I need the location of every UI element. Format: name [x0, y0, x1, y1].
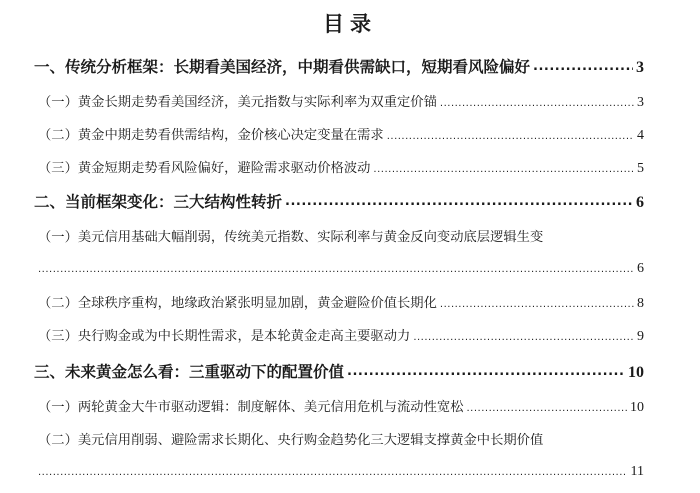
- toc-entry-text: 一、传统分析框架：长期看美国经济，中期看供需缺口，短期看风险偏好: [34, 58, 531, 76]
- toc-entry-3-1[interactable]: [0, 396, 700, 416]
- dot-leader: [38, 259, 633, 272]
- page-title: 目录: [323, 12, 377, 36]
- dot-leader: [467, 398, 628, 411]
- toc-page-number: 3: [636, 59, 644, 76]
- toc-page-number: 6: [636, 194, 644, 211]
- toc-entry-section-1[interactable]: [0, 55, 700, 77]
- toc-entry-text: （二）黄金中期走势看供需结构，金价核心决定变量在需求: [38, 128, 384, 143]
- dot-leader: [413, 327, 634, 340]
- dot-leader: [440, 294, 634, 307]
- toc-entry-text: （三）黄金短期走势看风险偏好，避险需求驱动价格波动: [38, 161, 371, 176]
- dot-leader: [285, 192, 633, 208]
- toc-page-number: 9: [637, 329, 644, 344]
- dot-leader: [373, 159, 634, 172]
- toc-entry-2-3[interactable]: [0, 325, 700, 345]
- toc-entry-text: （一）黄金长期走势看美国经济，美元指数与实际利率为双重定价锚: [38, 95, 437, 110]
- toc-entry-1-3[interactable]: [0, 157, 700, 177]
- dot-leader: [533, 57, 633, 73]
- toc-entry-text: （二）全球秩序重构，地缘政治紧张明显加剧，黄金避险价值长期化: [38, 296, 437, 311]
- toc-entry-3-2[interactable]: [0, 429, 700, 448]
- toc-page-number: 8: [637, 296, 644, 311]
- toc-page-number: 5: [637, 161, 644, 176]
- dot-leader: [38, 462, 627, 475]
- toc-entry-text: （一）美元信用基础大幅削弱，传统美元指数、实际利率与黄金反向变动底层逻辑生变: [38, 230, 544, 245]
- toc-entry-1-1[interactable]: [0, 91, 700, 111]
- toc-entry-section-2[interactable]: [0, 190, 700, 212]
- toc-page-number: 10: [628, 364, 644, 381]
- toc-entry-2-1-continuation[interactable]: [0, 259, 700, 277]
- toc-page-number: 4: [637, 128, 644, 143]
- toc-entry-text: 二、当前框架变化：三大结构性转折: [34, 193, 283, 211]
- toc-entry-section-3[interactable]: [0, 360, 700, 382]
- toc-entry-text: 三、未来黄金怎么看：三重驱动下的配置价值: [34, 363, 345, 381]
- toc-entry-1-2[interactable]: [0, 124, 700, 144]
- toc-entry-text: （三）央行购金或为中长期性需求，是本轮黄金走高主要驱动力: [38, 329, 411, 344]
- toc-entry-2-2[interactable]: [0, 292, 700, 312]
- toc-page-number: 6: [637, 261, 644, 277]
- dot-leader: [440, 93, 634, 106]
- toc-page-number: 10: [630, 400, 644, 415]
- toc-entry-text: （二）美元信用削弱、避险需求长期化、央行购金趋势化三大逻辑支撑黄金中长期价值: [38, 433, 544, 448]
- dot-leader: [347, 362, 625, 378]
- toc-page-number: 3: [637, 95, 644, 110]
- toc-page-number: 11: [630, 464, 644, 480]
- toc-entry-2-1[interactable]: [0, 226, 700, 245]
- dot-leader: [387, 126, 634, 139]
- toc-entry-text: （一）两轮黄金大牛市驱动逻辑：制度解体、美元信用危机与流动性宽松: [38, 400, 464, 415]
- toc-entry-3-2-continuation[interactable]: [0, 462, 700, 480]
